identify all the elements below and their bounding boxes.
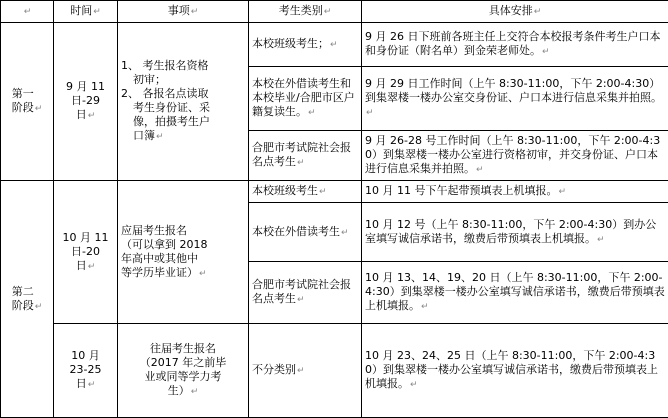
table-row: [1, 181, 668, 203]
header-item: 事项↵: [118, 1, 249, 23]
header-time: 时间↵: [54, 1, 118, 23]
header-details: 具体安排↵: [362, 1, 668, 23]
header-row: [1, 1, 668, 23]
stage-1-details-3: 9 月 26-28 号工作时间（上午 8:30-11:00，下午 2:00-4:30）到集翠楼一楼办公室进行资格初审，并交身份证、户口本进行信息采集并拍照。↵: [362, 131, 668, 181]
stage-2-details-1: 10 月 11 号下午起带预填表上机填报。↵: [362, 181, 668, 203]
stage-1-category-3: 合肥市考试院社会报名点考生↵: [249, 131, 362, 181]
header-category: 考生类别↵: [249, 1, 362, 23]
stage-2b-details: 10 月 23、24、25 日（上午 8:30-11:00，下午 2:00-4:30）到集翠楼一楼办公室填写诚信承诺书，缴费后带预填表上机填报。↵: [362, 323, 668, 417]
stage-2b-category: 不分类别↵: [249, 323, 362, 417]
stage-2b-item: 往届考生报名 （2017 年之前毕 业或同等学力考 生）↵: [118, 323, 249, 417]
header-corner: ↵: [1, 1, 54, 23]
table-row: [1, 323, 668, 417]
stage-2-time: 10 月 11 日-20 日↵: [54, 181, 118, 323]
stage-1-category-2: 本校在外借读考生和本校毕业/合肥市区户籍复读生。↵: [249, 67, 362, 131]
stage-1-category-1: 本校班级考生；↵: [249, 23, 362, 67]
stage-2-details-2: 10 月 12 号（上午 8:30-11:00，下午 2:00-4:30）到办公室填写诚信承诺书，缴费后带预填表上机填报。↵: [362, 203, 668, 261]
stage-2-label: 第二 阶段↵: [1, 181, 54, 418]
stage-2-category-1: 本校班级考生↵: [249, 181, 362, 203]
stage-1-details-1: 9 月 26 日下班前各班主任上交符合本校报考条件考生户口本和身份证（附名单）到金荣老师处。↵: [362, 23, 668, 67]
stage-2-category-2: 本校在外借读考生↵: [249, 203, 362, 261]
stage-1-details-2: 9 月 29 日工作时间（上午 8:30-11:00，下午 2:00-4:30）到集翠楼一楼办公室交身份证、户口本进行信息采集并拍照。↵: [362, 67, 668, 131]
stage-2-item: 应届考生报名 （可以拿到 2018 年高中或其他中 等学历毕业证）↵: [118, 181, 249, 323]
stage-2-category-3: 合肥市考试院社会报名点考生↵: [249, 261, 362, 323]
stage-1-label: 第一 阶段↵: [1, 23, 54, 181]
stage-1-time: 9 月 11 日-29 日↵: [54, 23, 118, 181]
stage-2b-time: 10 月 23-25 日↵: [54, 323, 118, 417]
stage-2-details-3: 10 月 13、14、19、20 日（上午 8:30-11:00，下午 2:00-4:30）到集翠楼一楼办公室填写诚信承诺书，缴费后带预填表上机填报。↵: [362, 261, 668, 323]
table-row: [1, 23, 668, 67]
stage-1-item: 1、 考生报名资格 初审； 2、 各报名点读取 考生身份证、采 像，拍摄考生户 口簿↵: [118, 23, 249, 181]
